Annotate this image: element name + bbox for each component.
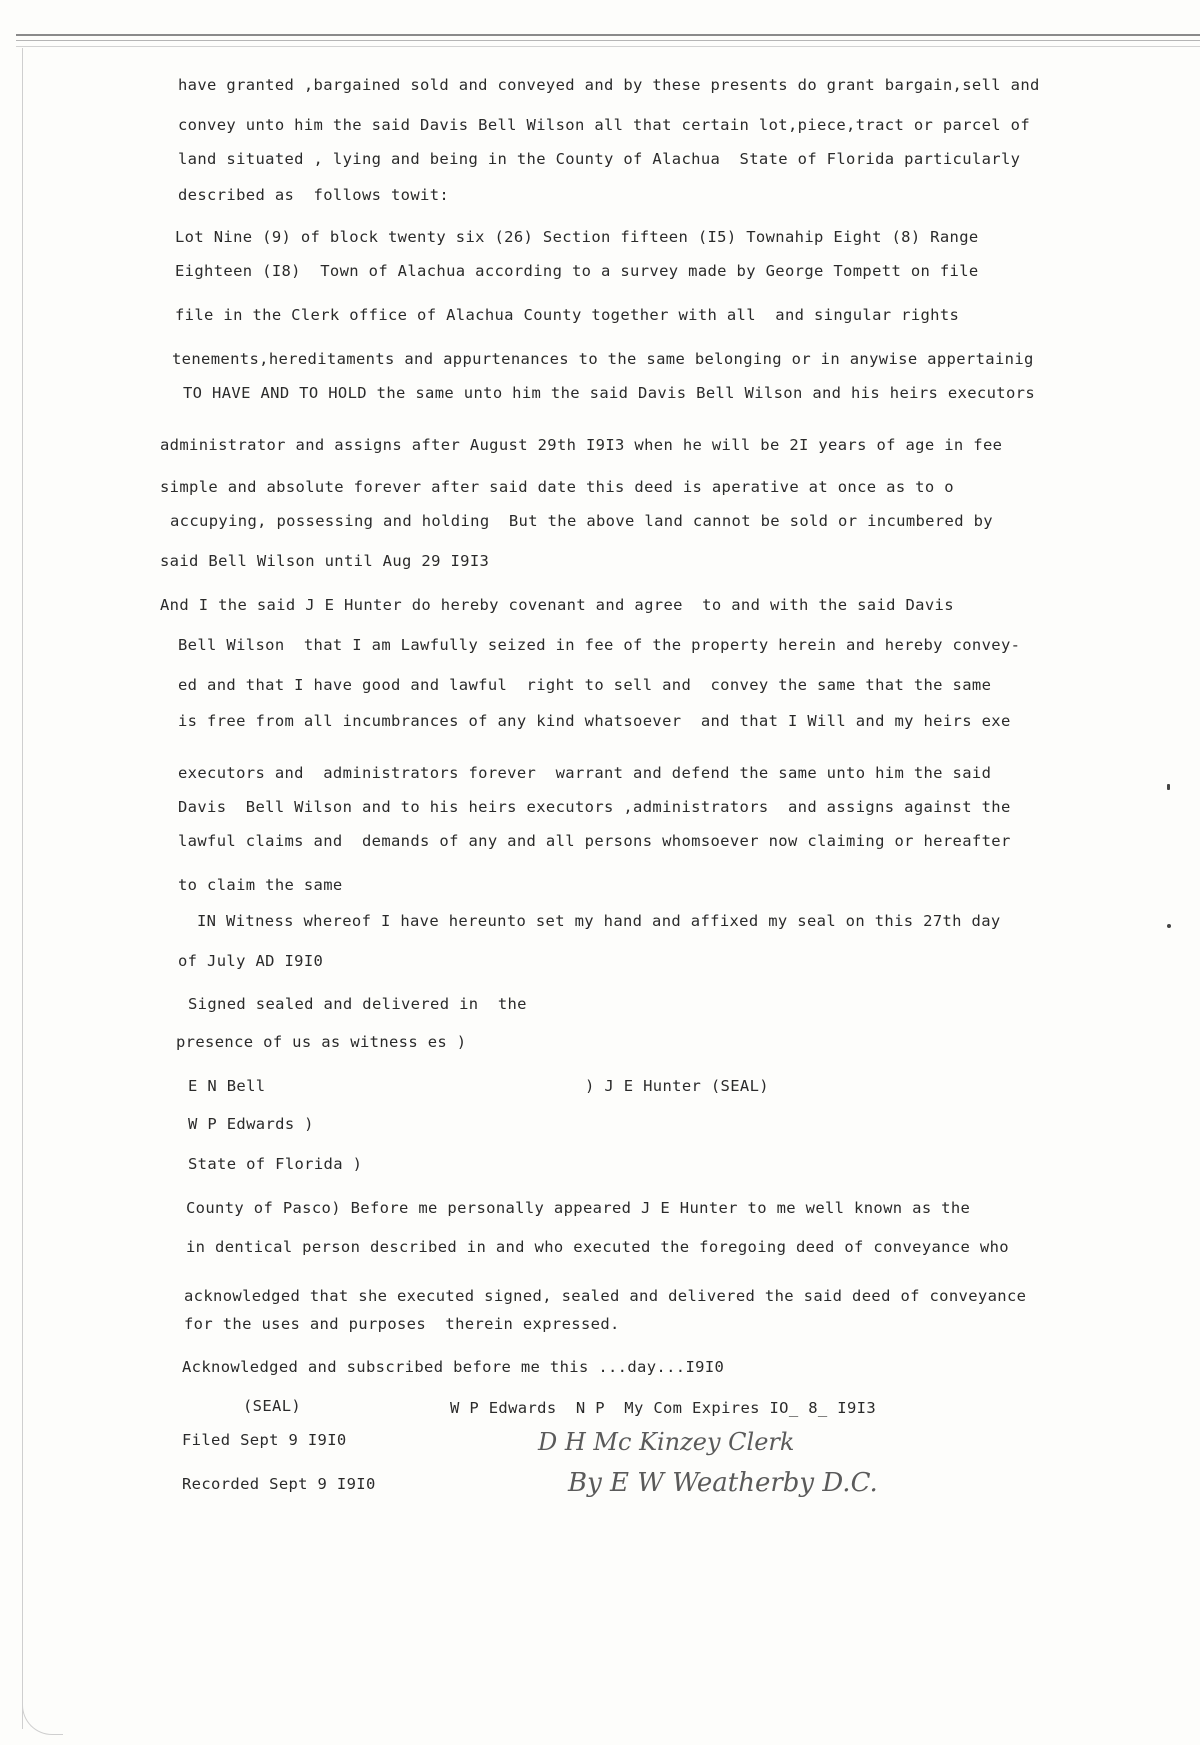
text-line: to claim the same bbox=[178, 876, 343, 894]
text-line: Acknowledged and subscribed before me this ...day...I9I0 bbox=[182, 1358, 725, 1376]
text-line: IN Witness whereof I have hereunto set my hand and affixed my seal on this 27th day bbox=[197, 912, 1001, 930]
witness-name: E N Bell bbox=[188, 1077, 266, 1095]
notary-state-line: State of Florida ) bbox=[188, 1155, 363, 1173]
text-line: of July AD I9I0 bbox=[178, 952, 324, 970]
top-rule bbox=[16, 34, 1200, 36]
text-line: described as follows towit: bbox=[178, 186, 450, 204]
text-line: said Bell Wilson until Aug 29 I9I3 bbox=[160, 552, 490, 570]
deputy-clerk-signature: By E W Weatherby D.C. bbox=[568, 1468, 878, 1498]
text-line: Bell Wilson that I am Lawfully seized in fee of the property herein and hereby convey- bbox=[178, 636, 1021, 654]
text-line: Eighteen (I8) Town of Alachua according to a survey made by George Tompett on file bbox=[175, 262, 979, 280]
text-line: Signed sealed and delivered in the bbox=[188, 995, 527, 1013]
text-line: County of Pasco) Before me personally appeared J E Hunter to me well known as the bbox=[186, 1199, 971, 1217]
text-line: acknowledged that she executed signed, sealed and delivered the said deed of conveyance bbox=[184, 1287, 1027, 1305]
notary-signature-line: W P Edwards N P My Com Expires IO_ 8_ I9I3 bbox=[450, 1399, 876, 1417]
top-rule-tertiary bbox=[16, 46, 1200, 47]
text-line: Lot Nine (9) of block twenty six (26) Section fifteen (I5) Townahip Eight (8) Range bbox=[175, 228, 979, 246]
grantor-signature-line: ) J E Hunter (SEAL) bbox=[585, 1077, 769, 1095]
text-line: have granted ,bargained sold and conveyed and by these presents do grant bargain,sell and bbox=[178, 76, 1040, 94]
notary-seal-label: (SEAL) bbox=[243, 1397, 302, 1415]
text-line: presence of us as witness es ) bbox=[176, 1033, 467, 1051]
witness-name: W P Edwards ) bbox=[188, 1115, 314, 1133]
text-line: administrator and assigns after August 29th I9I3 when he will be 2I years of age in fee bbox=[160, 436, 1003, 454]
text-line: file in the Clerk office of Alachua County together with all and singular rights bbox=[175, 306, 960, 324]
ink-speck bbox=[1167, 924, 1171, 928]
text-line: lawful claims and demands of any and all persons whomsoever now claiming or hereafter bbox=[178, 832, 1011, 850]
recorded-date: Recorded Sept 9 I9I0 bbox=[182, 1475, 376, 1493]
text-line: accupying, possessing and holding But the above land cannot be sold or incumbered by bbox=[170, 512, 993, 530]
filed-date: Filed Sept 9 I9I0 bbox=[182, 1431, 347, 1449]
text-line: executors and administrators forever warrant and defend the same unto him the said bbox=[178, 764, 992, 782]
text-line: tenements,hereditaments and appurtenances to the same belonging or in anywise appertainig bbox=[172, 350, 1034, 368]
text-line: ed and that I have good and lawful right to sell and convey the same that the same bbox=[178, 676, 992, 694]
top-rule-secondary bbox=[16, 40, 1200, 41]
text-line: for the uses and purposes therein expressed. bbox=[184, 1315, 620, 1333]
text-line: Davis Bell Wilson and to his heirs executors ,administrators and assigns against the bbox=[178, 798, 1011, 816]
clerk-signature: D H Mc Kinzey Clerk bbox=[538, 1428, 795, 1456]
text-line: convey unto him the said Davis Bell Wilson all that certain lot,piece,tract or parcel of bbox=[178, 116, 1030, 134]
text-line: is free from all incumbrances of any kind whatsoever and that I Will and my heirs exe bbox=[178, 712, 1011, 730]
text-line: TO HAVE AND TO HOLD the same unto him the said Davis Bell Wilson and his heirs executors bbox=[183, 384, 1035, 402]
ink-speck bbox=[1167, 784, 1170, 790]
text-line: And I the said J E Hunter do hereby covenant and agree to and with the said Davis bbox=[160, 596, 954, 614]
text-line: in dentical person described in and who executed the foregoing deed of conveyance who bbox=[186, 1238, 1009, 1256]
text-line: simple and absolute forever after said date this deed is aperative at once as to o bbox=[160, 478, 954, 496]
text-line: land situated , lying and being in the County of Alachua State of Florida particularly bbox=[178, 150, 1021, 168]
bottom-page-corner bbox=[22, 1704, 63, 1735]
left-page-edge bbox=[22, 48, 23, 1729]
